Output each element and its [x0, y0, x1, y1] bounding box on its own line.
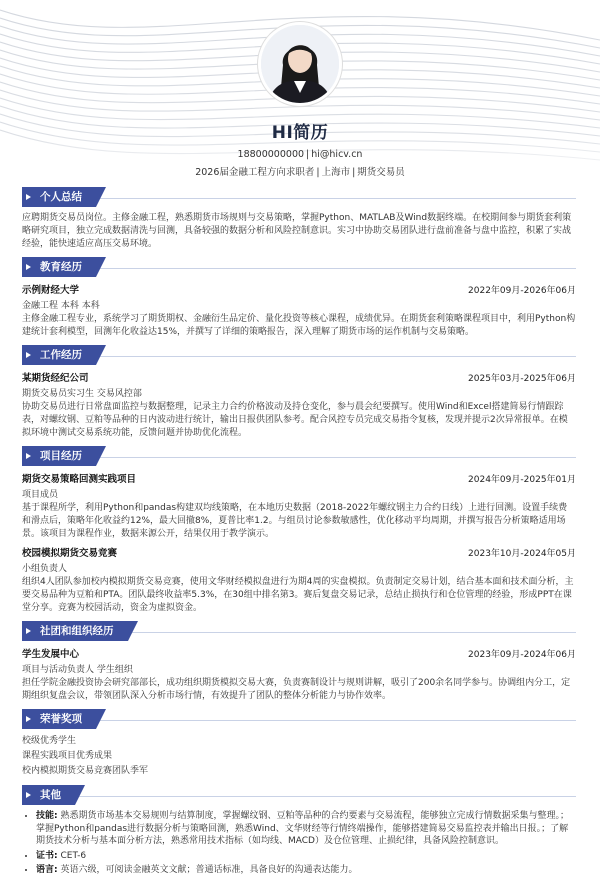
awards-section	[22, 709, 576, 779]
section-title: 工作经历	[22, 345, 96, 365]
work-item	[22, 370, 576, 440]
description: 主修金融工程专业，系统学习了期货期权、金融衍生品定价、量化投资等核心课程，成绩优异。在期货套利策略课程项目中，利用Python构建统计套利模型，回测年化收益达15%，并撰写了详细的策略报告，深入理解了期货市场的运作机制与交易策略。	[22, 314, 576, 337]
project-name: 期货交易策略回测实践项目	[22, 474, 137, 485]
role: 项目与活动负责人 学生组织	[22, 665, 133, 675]
section-title: 个人总结	[22, 187, 96, 207]
organization-name: 学生发展中心	[22, 649, 80, 660]
role: 小组负责人	[22, 564, 68, 574]
company-name: 某期货经纪公司	[22, 373, 89, 384]
section-title: 其他	[22, 785, 75, 805]
contact-info: 18800000000 | hi@hicv.cn	[237, 149, 363, 160]
item-text: CET-6	[60, 850, 87, 861]
email: hi@hicv.cn	[311, 149, 363, 160]
date-range: 2023年09月-2024年06月	[468, 650, 576, 660]
description: 组织4人团队参加校内模拟期货交易竞赛，使用文华财经模拟盘进行为期4周的实盘模拟。负责制定交易计划，结合基本面和技术面分析，主要交易品种为豆粕和PTA。团队最终收益率5.3%，在30组中排名第3。赛后复盘交易记录，总结止损执行和仓位管理的经验，形成PPT在课堂分享。竞赛为校园活动，资金为虚拟资金。	[22, 577, 574, 613]
date-range: 2025年03月-2025年06月	[468, 374, 576, 384]
project-name: 校园模拟期货交易竞赛	[22, 548, 118, 559]
summary-text: 应聘期货交易员岗位。主修金融工程，熟悉期货市场规则与交易策略，掌握Python、MATLAB及Wind数据终端。在校期间参与期货套利策略研究项目，独立完成数据清洗与回测，具备较强的数据分析和风险控制意识。实习中协助交易团队进行盘前准备与盘中监控，积累了实战经验，能快速适应高压交易环境。	[22, 213, 572, 249]
other-section	[22, 785, 576, 877]
date-range: 2023年10月-2024年05月	[468, 549, 576, 559]
project-section	[22, 446, 576, 615]
summary-section	[22, 187, 576, 251]
description: 担任学院金融投资协会研究部部长，成功组织期货模拟交易大赛，负责赛制设计与规则讲解，吸引了200余名同学参与。协调组内分工，定期组织复盘会议，带领团队深入分析市场行情，有效提升了团队的整体分析能力与协作效率。	[22, 678, 571, 701]
campus-section	[22, 621, 576, 703]
date-range: 2024年09月-2025年01月	[468, 475, 576, 485]
item-label: 技能:	[36, 811, 58, 821]
work-section	[22, 345, 576, 440]
section-title: 社团和组织经历	[22, 621, 128, 641]
item-text: 英语六级，可阅读金融英文文献；普通话标准，具备良好的沟通表达能力。	[60, 865, 358, 875]
candidate-name: HI简历	[271, 123, 329, 143]
campus-item	[22, 646, 576, 703]
award-item: 校级优秀学生	[22, 736, 77, 746]
project-item	[22, 471, 576, 541]
position: 期货交易员实习生 交易风控部	[22, 389, 142, 399]
education-item	[22, 282, 576, 339]
role: 项目成员	[22, 490, 59, 500]
skills-item	[36, 810, 576, 848]
description: 基于课程所学，利用Python和pandas构建双均线策略，在本地历史数据（2018-2022年螺纹钢主力合约日线）上进行回测。设置手续费和滑点后，策略年化收益约12%，最大回撤8%，夏普比率1.2。与组员讨论参数敏感性，优化移动平均周期，并撰写报告分析策略适用场景。该项目为课程作业，数据来源公开，结果仅用于教学演示。	[22, 503, 568, 539]
profile-photo	[258, 22, 342, 106]
section-title: 教育经历	[22, 257, 96, 277]
date-range: 2022年09月-2026年06月	[468, 286, 576, 296]
project-item	[22, 545, 576, 615]
phone: 18800000000	[237, 149, 305, 160]
section-title: 项目经历	[22, 446, 96, 466]
major: 金融工程 本科 本科	[22, 301, 100, 311]
resume-header	[0, 0, 600, 179]
item-label: 语言:	[36, 865, 58, 875]
description: 协助交易员进行日常盘面监控与数据整理，记录主力合约价格波动及持仓变化，参与晨会纪要撰写。使用Wind和Excel搭建简易行情跟踪表，对螺纹钢、豆粕等品种的日内波动进行统计，输出日报供团队参考。配合风控专员完成交易指令复核，发现并提示2次异常报单。在模拟环境中测试交易系统功能，反馈问题并协助优化流程。	[22, 402, 568, 438]
language-item	[36, 864, 576, 877]
job: 期货交易员	[357, 167, 405, 178]
item-text: 熟悉期货市场基本交易规则与结算制度，掌握螺纹钢、豆粕等品种的合约要素与交易流程，能够独立完成行情数据采集与整理。；掌握Python和pandas进行数据分析与策略回测，熟悉Wind、文华财经等行情终端操作，能够搭建简易交易监控表并输出日报。；了解期货技术分析与基本面分析方法，熟悉常用技术指标（如均线、MACD）及仓位管理、止损纪律，具备风险控制意识。	[36, 811, 569, 846]
city: 上海市	[321, 167, 351, 178]
item-label: 证书:	[36, 850, 58, 861]
education-section	[22, 257, 576, 339]
section-title: 荣誉奖项	[22, 709, 96, 729]
school-name: 示例财经大学	[22, 285, 80, 296]
award-item: 校内模拟期货交易竞赛团队季军	[22, 766, 149, 776]
award-item: 课程实践项目优秀成果	[22, 751, 113, 761]
job-intent: 2026届金融工程方向求职者 | 上海市 | 期货交易员	[195, 167, 405, 178]
target: 2026届金融工程方向求职者	[195, 167, 315, 178]
certificate-item	[36, 850, 576, 863]
